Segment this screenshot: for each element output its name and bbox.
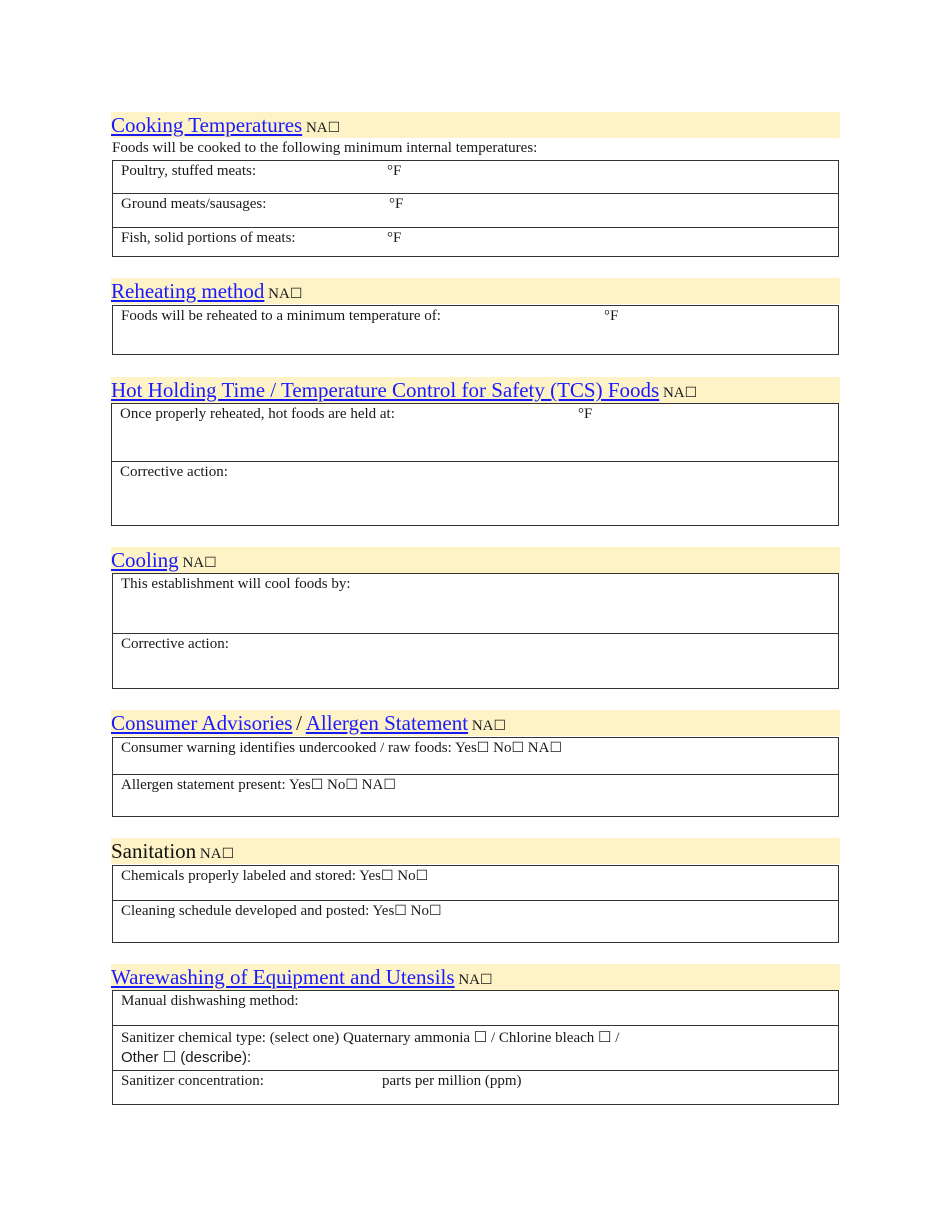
row-unit: °F: [387, 230, 402, 246]
na-checkbox[interactable]: ☐: [289, 286, 303, 302]
sanitation-header: [111, 838, 840, 864]
row-label: Ground meats/sausages:: [121, 196, 267, 212]
sanitation-table: [112, 865, 839, 943]
cooling-table: [112, 573, 839, 689]
row-label: [121, 903, 442, 920]
row-label: Corrective action:: [121, 636, 229, 652]
row-unit: °F: [604, 308, 619, 324]
row-label: [121, 868, 428, 885]
row-label: Once properly reheated, hot foods are held at:: [120, 406, 395, 422]
yes-checkbox[interactable]: ☐: [394, 903, 407, 919]
cooking-table: [112, 160, 839, 257]
yes-option: Yes: [359, 868, 381, 884]
table-row: [113, 1025, 838, 1070]
no-option: No: [327, 777, 346, 793]
hot-holding-table: [111, 403, 839, 526]
row-unit: °F: [387, 163, 402, 179]
yes-option: Yes: [288, 777, 311, 793]
cooling-title[interactable]: Cooling: [111, 548, 179, 572]
row-label: Sanitizer chemical type: (select one) Quaternary ammonia ☐ / Chlorine bleach ☐ /: [121, 1030, 620, 1046]
sanitation-title: Sanitation: [111, 839, 197, 863]
cooking-temperatures-header: [111, 112, 840, 138]
na-label: NA: [199, 846, 222, 862]
yes-checkbox[interactable]: ☐: [310, 777, 324, 793]
no-checkbox[interactable]: ☐: [345, 777, 358, 793]
table-row: [113, 633, 838, 688]
table-row: [113, 574, 838, 633]
row-label-text: Allergen statement present:: [121, 777, 286, 793]
na-checkbox[interactable]: ☐: [204, 555, 217, 571]
row-label: This establishment will cool foods by:: [121, 576, 351, 592]
hot-holding-title[interactable]: Hot Holding Time / Temperature Control for Safety (TCS) Foods: [111, 378, 660, 402]
na-checkbox[interactable]: ☐: [221, 846, 235, 862]
row-label: Corrective action:: [120, 464, 228, 480]
table-row: [113, 991, 838, 1025]
yes-option: Yes: [454, 740, 477, 756]
row-label: Sanitizer concentration:: [121, 1073, 264, 1089]
table-row: [113, 866, 838, 900]
na-checkbox[interactable]: ☐: [327, 120, 341, 136]
consumer-advisories-title[interactable]: Consumer Advisories: [111, 711, 293, 735]
row-unit: °F: [389, 196, 404, 212]
warewashing-table: [112, 990, 839, 1105]
consumer-advisories-header: [111, 710, 840, 736]
table-row: [113, 161, 838, 193]
na-label: NA: [471, 718, 494, 734]
row-label-text: Chemicals properly labeled and stored:: [121, 868, 356, 884]
table-row: [113, 306, 838, 354]
no-option: No: [493, 740, 512, 756]
no-option: No: [410, 903, 429, 919]
cooking-intro: Foods will be cooked to the following minimum internal temperatures:: [112, 140, 538, 156]
table-row: [113, 193, 838, 227]
row-unit: °F: [578, 406, 593, 422]
na-option: NA: [527, 740, 550, 756]
table-row: [113, 774, 838, 816]
row-label: Fish, solid portions of meats:: [121, 230, 296, 246]
table-row: [113, 738, 838, 774]
na-option: NA: [361, 777, 384, 793]
no-option: No: [397, 868, 416, 884]
na-checkbox[interactable]: ☐: [493, 718, 507, 734]
cooling-header: [111, 547, 840, 573]
na-label: NA: [182, 555, 205, 571]
na-label: NA: [458, 972, 480, 988]
table-row: [112, 404, 838, 461]
na-checkbox[interactable]: ☐: [383, 777, 396, 793]
na-checkbox[interactable]: ☐: [480, 972, 493, 988]
row-label: [121, 777, 396, 794]
row-label: [121, 740, 562, 757]
row-label: Poultry, stuffed meats:: [121, 163, 256, 179]
allergen-statement-title[interactable]: Allergen Statement: [305, 711, 469, 735]
yes-option: Yes: [372, 903, 395, 919]
yes-checkbox[interactable]: ☐: [476, 740, 490, 756]
warewashing-header: [111, 964, 840, 990]
consumer-table: [112, 737, 839, 817]
na-label: NA: [268, 286, 290, 302]
na-label: NA: [305, 120, 328, 136]
no-checkbox[interactable]: ☐: [415, 868, 429, 884]
yes-checkbox[interactable]: ☐: [380, 868, 394, 884]
reheating-header: [111, 278, 840, 304]
row-label: Manual dishwashing method:: [121, 993, 299, 1009]
na-checkbox[interactable]: ☐: [549, 740, 562, 756]
table-row: [113, 227, 838, 256]
row-label: Foods will be reheated to a minimum temperature of:: [121, 308, 441, 324]
table-row: [113, 1070, 838, 1104]
no-checkbox[interactable]: ☐: [428, 903, 442, 919]
cooking-temperatures-title[interactable]: Cooking Temperatures: [111, 113, 303, 137]
table-row: [112, 461, 838, 525]
row-sublabel: Other ☐ (describe):: [121, 1049, 252, 1066]
na-label: NA: [662, 385, 685, 401]
title-separator: /: [296, 711, 303, 735]
table-row: [113, 900, 838, 942]
reheating-title[interactable]: Reheating method: [111, 279, 265, 303]
hot-holding-header: [111, 377, 840, 403]
reheating-table: [112, 305, 839, 355]
row-label-text: Cleaning schedule developed and posted:: [121, 903, 370, 919]
no-checkbox[interactable]: ☐: [511, 740, 525, 756]
warewashing-title[interactable]: Warewashing of Equipment and Utensils: [111, 965, 455, 989]
row-label-text: Consumer warning identifies undercooked / raw foods:: [121, 740, 452, 756]
row-unit: parts per million (ppm): [382, 1073, 522, 1089]
na-checkbox[interactable]: ☐: [684, 385, 698, 401]
